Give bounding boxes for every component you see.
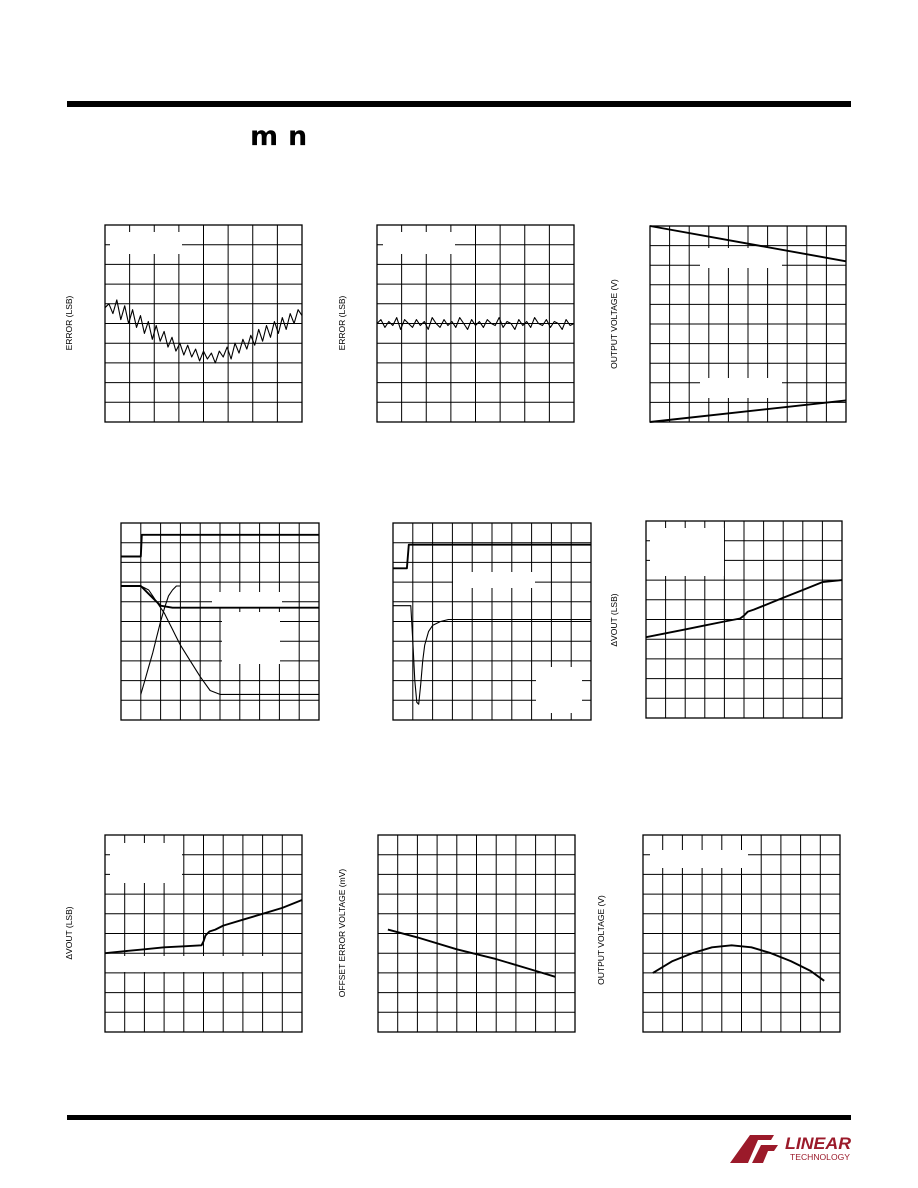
annotation-block (650, 850, 748, 868)
annotation-block (700, 378, 782, 398)
annotation-block (222, 612, 280, 664)
chart-grid (378, 835, 575, 1032)
annotation-block (110, 956, 265, 972)
y-axis-label: OUTPUT VOLTAGE (V) (596, 895, 606, 985)
series-line (653, 945, 824, 981)
logo-sub-text: TECHNOLOGY (790, 1153, 851, 1162)
chart-transient-1 (121, 523, 319, 720)
chart-output-voltage-lines (609, 226, 846, 422)
chart-output-voltage-curve (596, 835, 840, 1032)
annotation-block (453, 572, 535, 588)
y-axis-label: ERROR (LSB) (64, 295, 74, 351)
lt-icon (730, 1135, 778, 1163)
annotation-block (110, 843, 182, 883)
bottom-rule (67, 1115, 851, 1120)
chart-grid (105, 225, 302, 422)
header-glyph-right: n (288, 121, 308, 152)
chart-delta-vout-2 (64, 835, 302, 1032)
chart-error-vs-code-1 (64, 225, 302, 422)
header-glyph-left: m (250, 121, 279, 152)
y-axis-label: ERROR (LSB) (337, 295, 347, 351)
y-axis-label: OUTPUT VOLTAGE (V) (609, 279, 619, 369)
chart-offset-error (337, 835, 575, 1032)
annotation-block (700, 248, 782, 268)
annotation-block (650, 528, 724, 576)
logo-main-text: LINEAR (785, 1134, 852, 1153)
annotation-block (212, 592, 282, 608)
y-axis-label: ΔVOUT (LSB) (609, 593, 619, 647)
y-axis-label: ΔVOUT (LSB) (64, 906, 74, 960)
chart-error-vs-code-2 (337, 225, 574, 422)
annotation-block (383, 232, 455, 254)
chart-grid (121, 523, 319, 720)
annotation-block (110, 232, 182, 254)
annotation-block (536, 667, 582, 713)
y-axis-label: OFFSET ERROR VOLTAGE (mV) (337, 868, 347, 998)
chart-delta-vout-1 (609, 521, 842, 718)
chart-transient-2 (393, 523, 591, 720)
linear-logo (728, 1129, 852, 1165)
